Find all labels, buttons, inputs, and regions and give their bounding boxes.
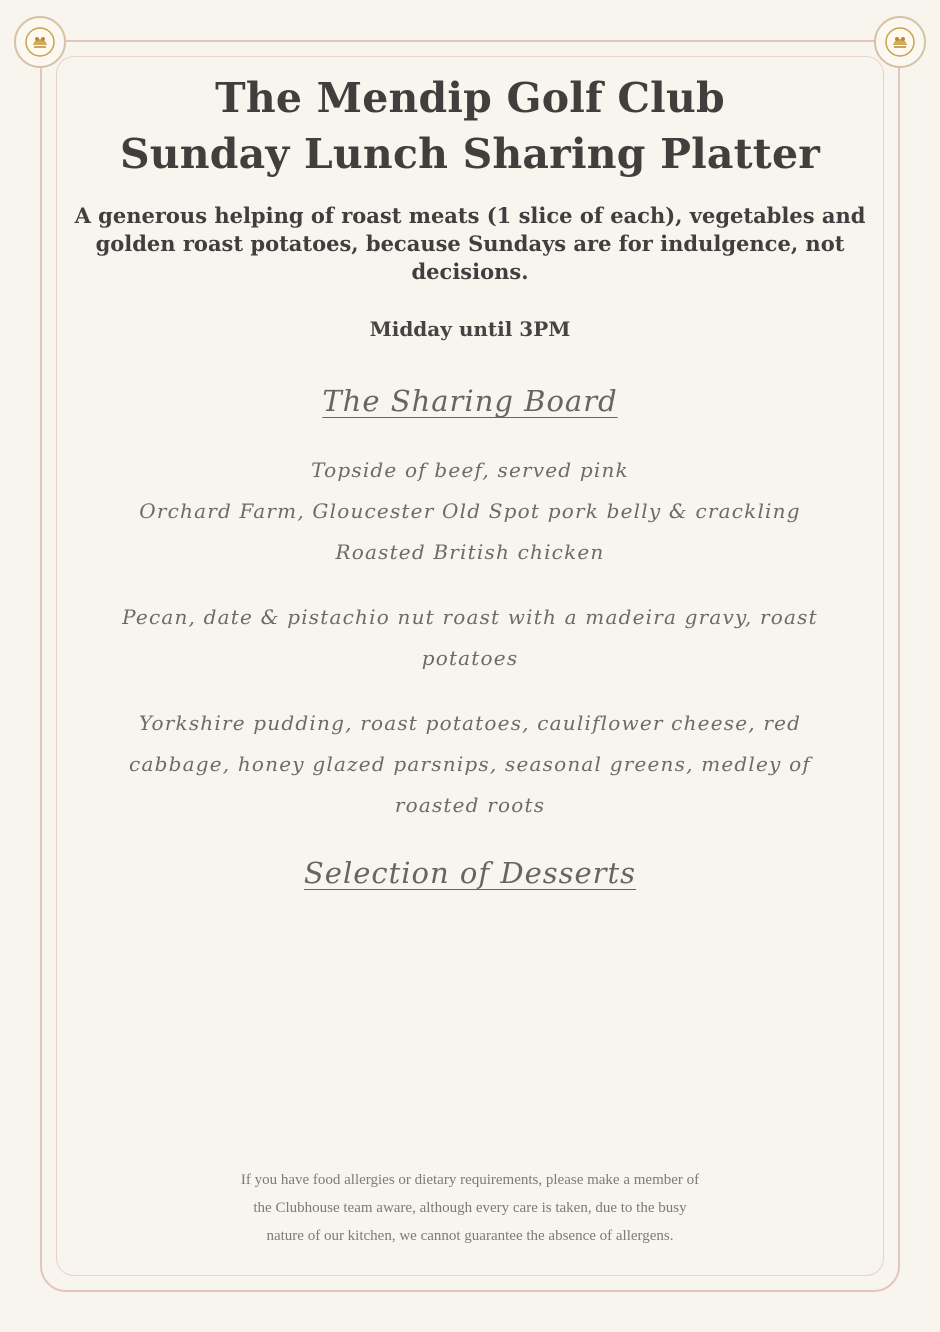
meat-list — [70, 450, 870, 573]
service-hours: Midday until 3PM — [369, 317, 571, 341]
allergen-notice-line: the Clubhouse team aware, although every care is taken, due to the busy — [253, 1200, 687, 1216]
club-crest-icon — [14, 16, 66, 68]
menu-content — [70, 70, 870, 890]
page-title — [70, 70, 870, 182]
meat-item: Roasted British chicken — [335, 540, 605, 564]
allergen-notice — [110, 1166, 830, 1250]
sides-line: Yorkshire pudding, roast potatoes, cauliflower cheese, red — [138, 711, 802, 735]
sides-list — [70, 703, 870, 826]
sides-line: roasted roots — [394, 793, 546, 817]
meat-item: Topside of beef, served pink — [311, 458, 629, 482]
club-crest-icon — [874, 16, 926, 68]
intro-text: A generous helping of roast meats (1 slice of each), vegetables and golden roast potatoes, because Sundays are for indulgence, not decisions. — [74, 203, 866, 284]
vegetarian-option — [70, 597, 870, 679]
allergen-notice-line: nature of our kitchen, we cannot guarantee the absence of allergens. — [266, 1228, 674, 1244]
title-line-1: The Mendip Golf Club — [215, 74, 725, 122]
vegetarian-line: Pecan, date & pistachio nut roast with a madeira gravy, roast — [122, 605, 818, 629]
allergen-notice-line: If you have food allergies or dietary requirements, please make a member of — [240, 1172, 700, 1188]
sides-line: cabbage, honey glazed parsnips, seasonal greens, medley of — [129, 752, 811, 776]
desserts-title: Selection of Desserts — [303, 856, 637, 890]
meat-item: Orchard Farm, Gloucester Old Spot pork belly & crackling — [139, 499, 801, 523]
title-line-2: Sunday Lunch Sharing Platter — [119, 130, 821, 178]
sharing-board-title: The Sharing Board — [322, 384, 618, 418]
vegetarian-line: potatoes — [421, 646, 519, 670]
